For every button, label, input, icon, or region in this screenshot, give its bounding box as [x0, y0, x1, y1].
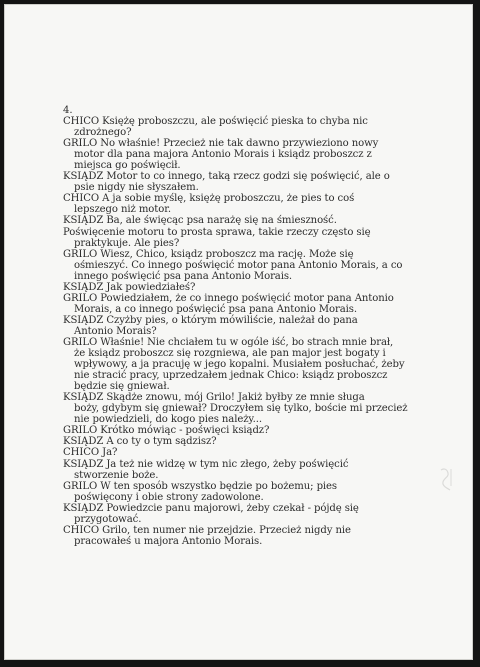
text-line: miejsca go poświęcił. — [74, 160, 181, 172]
text-line: CHICO A ja sobie myślę, księżę proboszczu, że pies to coś — [63, 193, 355, 205]
text-line: GRILO Powiedziałem, że co innego poświęcić motor pana Antonio — [63, 292, 394, 304]
text-line: psie nigdy nie słyszałem. — [74, 182, 199, 194]
text-line: ośmieszyć. Co innego poświęcić motor pana Antonio Morais, a co — [74, 259, 403, 271]
text-line: lepszego niż motor. — [74, 204, 171, 216]
text-line: innego poświęcić psa pana Antonio Morais. — [74, 270, 293, 282]
text-line: KSIĄDZ Jak powiedziałeś? — [63, 281, 196, 293]
text-line: GRILO Krótko mówiąc - poświęci ksiądz? — [63, 425, 270, 437]
paper-sheet — [4, 4, 473, 660]
bleed-through-smudge — [438, 466, 456, 492]
text-line: motor dla pana majora Antonio Morais i ksiądz proboszcz z — [74, 149, 372, 161]
text-line: GRILO Właśnie! Nie chciałem tu w ogóle iść, bo strach mnie brał, — [63, 336, 394, 348]
text-line: CHICO Grilo, ten numer nie przejdzie. Przecież nigdy nie — [63, 524, 351, 536]
text-line: KSIĄDZ A co ty o tym sądzisz? — [63, 436, 217, 448]
text-line: CHICO Ja? — [63, 447, 118, 459]
text-line: Antonio Morais? — [74, 325, 157, 337]
text-line: KSIĄDZ Skądże znowu, mój Grilo! Jakiż byłby ze mnie sługa — [63, 392, 365, 404]
text-line: GRILO W ten sposób wszystko będzie po bożemu; pies — [63, 480, 338, 492]
text-line: GRILO Wiesz, Chico, ksiądz proboszcz ma rację. Może się — [63, 248, 354, 260]
text-line: praktykuje. Ale pies? — [74, 237, 180, 249]
text-line: GRILO No właśnie! Przecież nie tak dawno przywieziono nowy — [63, 138, 379, 150]
text-line: Morais, a co innego poświęcić psa pana Antonio Morais. — [74, 303, 357, 315]
text-line: KSIĄDZ Ba, ale święcąc psa narażę się na śmieszność. — [63, 215, 337, 227]
text-line: że ksiądz proboszcz się rozgniewa, ale pan major jest bogaty i — [74, 348, 386, 360]
text-line: KSIĄDZ Czyżby pies, o którym mówiliście, należał do pana — [63, 314, 358, 326]
text-line: KSIĄDZ Motor to co innego, taką rzecz godzi się poświęcić, ale o — [63, 171, 390, 183]
text-line: wpływowy, a ja pracuję w jego kopalni. Musiałem posłuchać, żeby — [74, 359, 405, 371]
text-line: przygotować. — [74, 513, 142, 525]
text-line: KSIĄDZ Ja też nie widzę w tym nic złego, żeby poświęcić — [63, 458, 349, 470]
text-line: nie powiedzieli, do kogo pies należy... — [74, 414, 263, 426]
text-line: poświęcony i obie strony zadowolone. — [74, 491, 264, 503]
text-line: Poświęcenie motoru to prosta sprawa, takie rzeczy często się — [63, 226, 371, 238]
text-line: pracowałeś u majora Antonio Morais. — [74, 535, 263, 547]
text-line: zdrożnego? — [74, 127, 132, 139]
text-line: KSIĄDZ Powiedzcie panu majorowi, żeby czekał - pójdę się — [63, 502, 359, 514]
text-line: będzie się gniewał. — [74, 381, 170, 393]
text-line: nie stracić pracy, uprzedzałem jednak Chico: ksiądz proboszcz — [74, 370, 388, 382]
document-text — [63, 105, 423, 547]
text-line: CHICO Księżę proboszczu, ale poświęcić pieska to chyba nic — [63, 116, 368, 128]
text-line: stworzenie boże. — [74, 469, 159, 481]
text-line: boży, gdybym się gniewał? Droczyłem się tylko, boście mi przecież — [74, 403, 408, 415]
page-number: 4. — [63, 105, 73, 116]
